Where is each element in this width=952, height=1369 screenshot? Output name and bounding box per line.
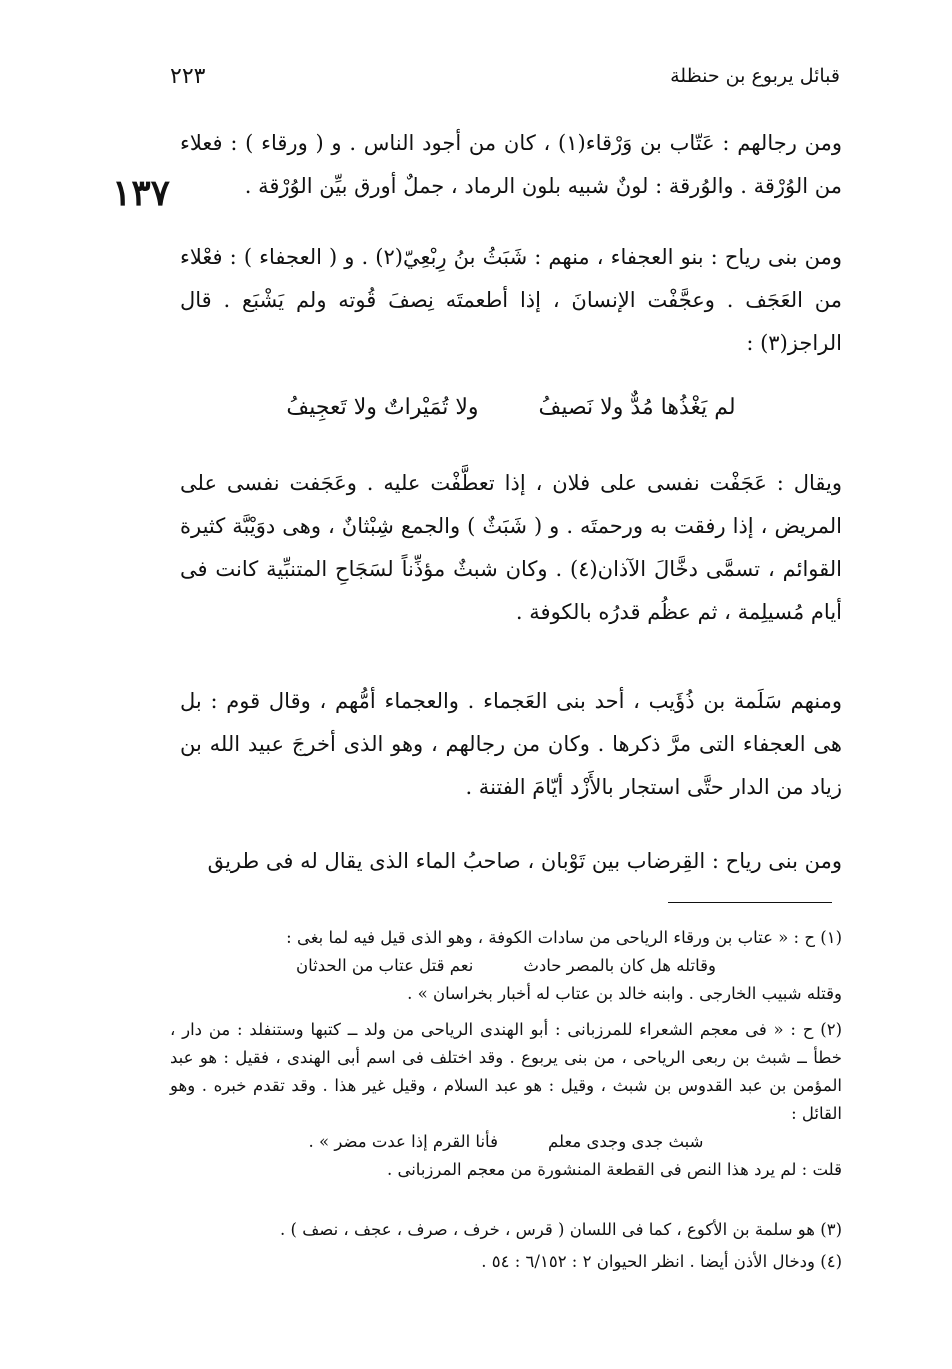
- footnote-3: [170, 1216, 842, 1244]
- paragraph-2: [180, 236, 842, 365]
- footnote-text: وقتله شبيب الخارجى . وابنه خالد بن عتاب له أخبار بخراسان » .: [407, 984, 842, 1003]
- paragraph-text: ومن بنى رياح : القِرضاب بين تَوْبان ، صاحبُ الماء الذى يقال له فى طريق: [207, 849, 842, 873]
- page-header: [170, 58, 840, 94]
- paragraph-text: ويقال : عَجَفْت نفسى على فلان ، إذا تعطَّفْت عليه . وعَجَفت نفسى على المريض ، إذا رفقت به ورحمتَه . و ( شَبَثٌ ) والجمع شِبْثانٌ ، وهى دوَيْبَّة كثيرة القوائم ، تسمَّى دخَّالَ الآذان(٤) . وكان شبثٌ مؤذِّناً لسَجَاحِ المتنبِّية كانت فى أيام مُسيلِمة ، ثم عظُم قدرُه بالكوفة .: [180, 471, 842, 624]
- poem-verse: [180, 395, 842, 420]
- footnote-verse-second: نعم قتل عتاب من الحدثان: [296, 956, 474, 975]
- footnote-text: (٢) ح : « فى معجم الشعراء للمرزبانى : أبو الهندى الرياحى من ولد ــ كتبها وستنفلد : من دار ، خطأ ــ شبث بن ربعى الرياحى ، من بنى يربوع . وقد اختلف فى اسم أبى الهندى ، فقيل : هو عبد المؤمن بن عبد القدوس بن شبث ، وقيل : هو عبد السلام ، وقيل غير هذا . وقد تقدم خبره . وهو القائل :: [170, 1020, 842, 1123]
- footnote-1: [170, 924, 842, 1008]
- margin-section-number: ١٣٧: [112, 172, 171, 214]
- paragraph-text: ومنهم سَلَمة بن ذُؤَيب ، أحد بنى العَجماء . والعجماء أمُّهم ، وقال قوم : بل هى العجفاء التى مرَّ ذكرها . وكان من رجالهم ، وهو الذى أخرجَ عبيد الله بن زياد من الدار حتَّى استجار بالأَزْد أيّامَ الفتنة .: [180, 689, 842, 799]
- verse-hemistich-first: لم يَغْذُها مُدٌّ ولا نَصيفُ: [538, 395, 736, 420]
- footnote-text: قلت : لم يرد هذا النص فى القطعة المنشورة من معجم المرزبانى .: [386, 1160, 842, 1179]
- paragraph-1: [180, 122, 842, 208]
- footnote-2: [170, 1016, 842, 1184]
- verse-hemistich-second: ولا تُمَيْراتٌ ولا تَعجِيفُ: [286, 395, 479, 420]
- footnote-text: (٤) ودخال الأذن أيضا . انظر الحيوان ٢ : ٦/١٥٢ : ٥٤ .: [481, 1252, 842, 1271]
- paragraph-4: [180, 680, 842, 809]
- paragraph-3: [180, 462, 842, 634]
- page-number: ٢٢٣: [170, 63, 206, 89]
- footnote-text: (١) ح : « عتاب بن ورقاء الرياحى من سادات الكوفة ، وهو الذى قيل فيه لما بغى :: [286, 928, 842, 947]
- footnote-divider: [668, 902, 832, 903]
- footnote-verse-first: وقاتله هل كان بالمصر حادث: [523, 956, 716, 975]
- paragraph-text: ومن رجالهم : عَتّاب بن وَرْقاء(١) ، كان من أجود الناس . و ( ورقاء ) : فعلاء من الوُرْقة . والوُرقة : لونٌ شبيه بلون الرماد ، جملٌ أورق بيِّن الوُرْقة .: [180, 131, 842, 198]
- footnote-verse: [170, 952, 842, 980]
- footnote-verse-first: شبث جدى وجدى معلم: [547, 1132, 704, 1151]
- footnote-text: (٣) هو سلمة بن الأكوع ، كما فى اللسان ( قرس ، خرف ، صرف ، عجف ، نصف ) .: [280, 1220, 842, 1239]
- paragraph-5: [180, 840, 842, 883]
- paragraph-text: ومن بنى رياح : بنو العجفاء ، منهم : شَبَثُ بنُ رِبْعِيّ(٢) . و ( العجفاء ) : فعْلاء من العَجَف . وعجَّفْت الإنسانَ ، إذا أطعمتَه نِصفَ قُوته ولم يَشْبَع . قال الراجز(٣) :: [180, 245, 842, 355]
- footnote-verse-second: فأنا القرم إذا عدت مضر » .: [308, 1132, 498, 1151]
- footnote-verse: [170, 1128, 842, 1156]
- footnote-4: [170, 1248, 842, 1276]
- running-title: قبائل يربوع بن حنظلة: [670, 65, 840, 87]
